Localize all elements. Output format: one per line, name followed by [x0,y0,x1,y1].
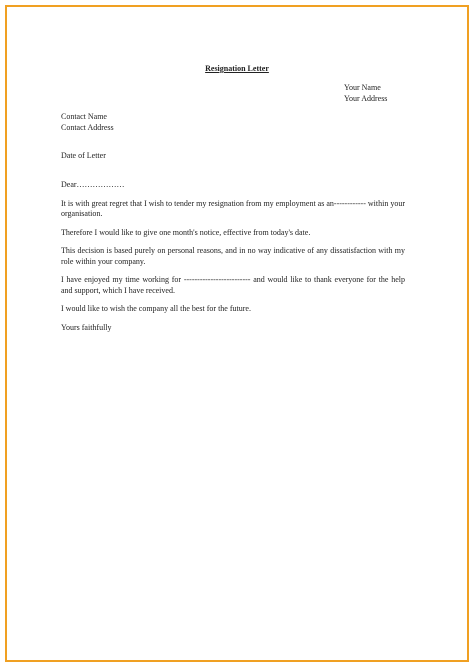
recipient-name: Contact Name [61,112,107,121]
sender-block [344,83,387,104]
recipient-block [61,112,114,133]
letter-body [61,180,405,341]
letter-title: Resignation Letter [205,64,269,73]
letter-page [5,5,469,662]
paragraph-5: I would like to wish the company all the best for the future. [61,304,251,313]
paragraph-2: Therefore I would like to give one month's notice, effective from today's date. [61,227,311,237]
closing: Yours faithfully [61,322,112,332]
sender-address: Your Address [344,93,388,103]
paragraph-4: I have enjoyed my time working for ------------------------- and would like to thank everyone for the help and support, which I have received. [61,275,405,295]
recipient-address: Contact Address [61,122,114,132]
salutation: Dear……………… [61,180,125,189]
paragraph-1: It is with great regret that I wish to tender my resignation from my employment as an------------ within your organisation. [61,198,405,218]
sender-name: Your Name [344,83,381,92]
letter-date: Date of Letter [61,151,106,160]
paragraph-3: This decision is based purely on personal reasons, and in no way indicative of any dissatisfaction with my role within your company. [61,246,405,266]
